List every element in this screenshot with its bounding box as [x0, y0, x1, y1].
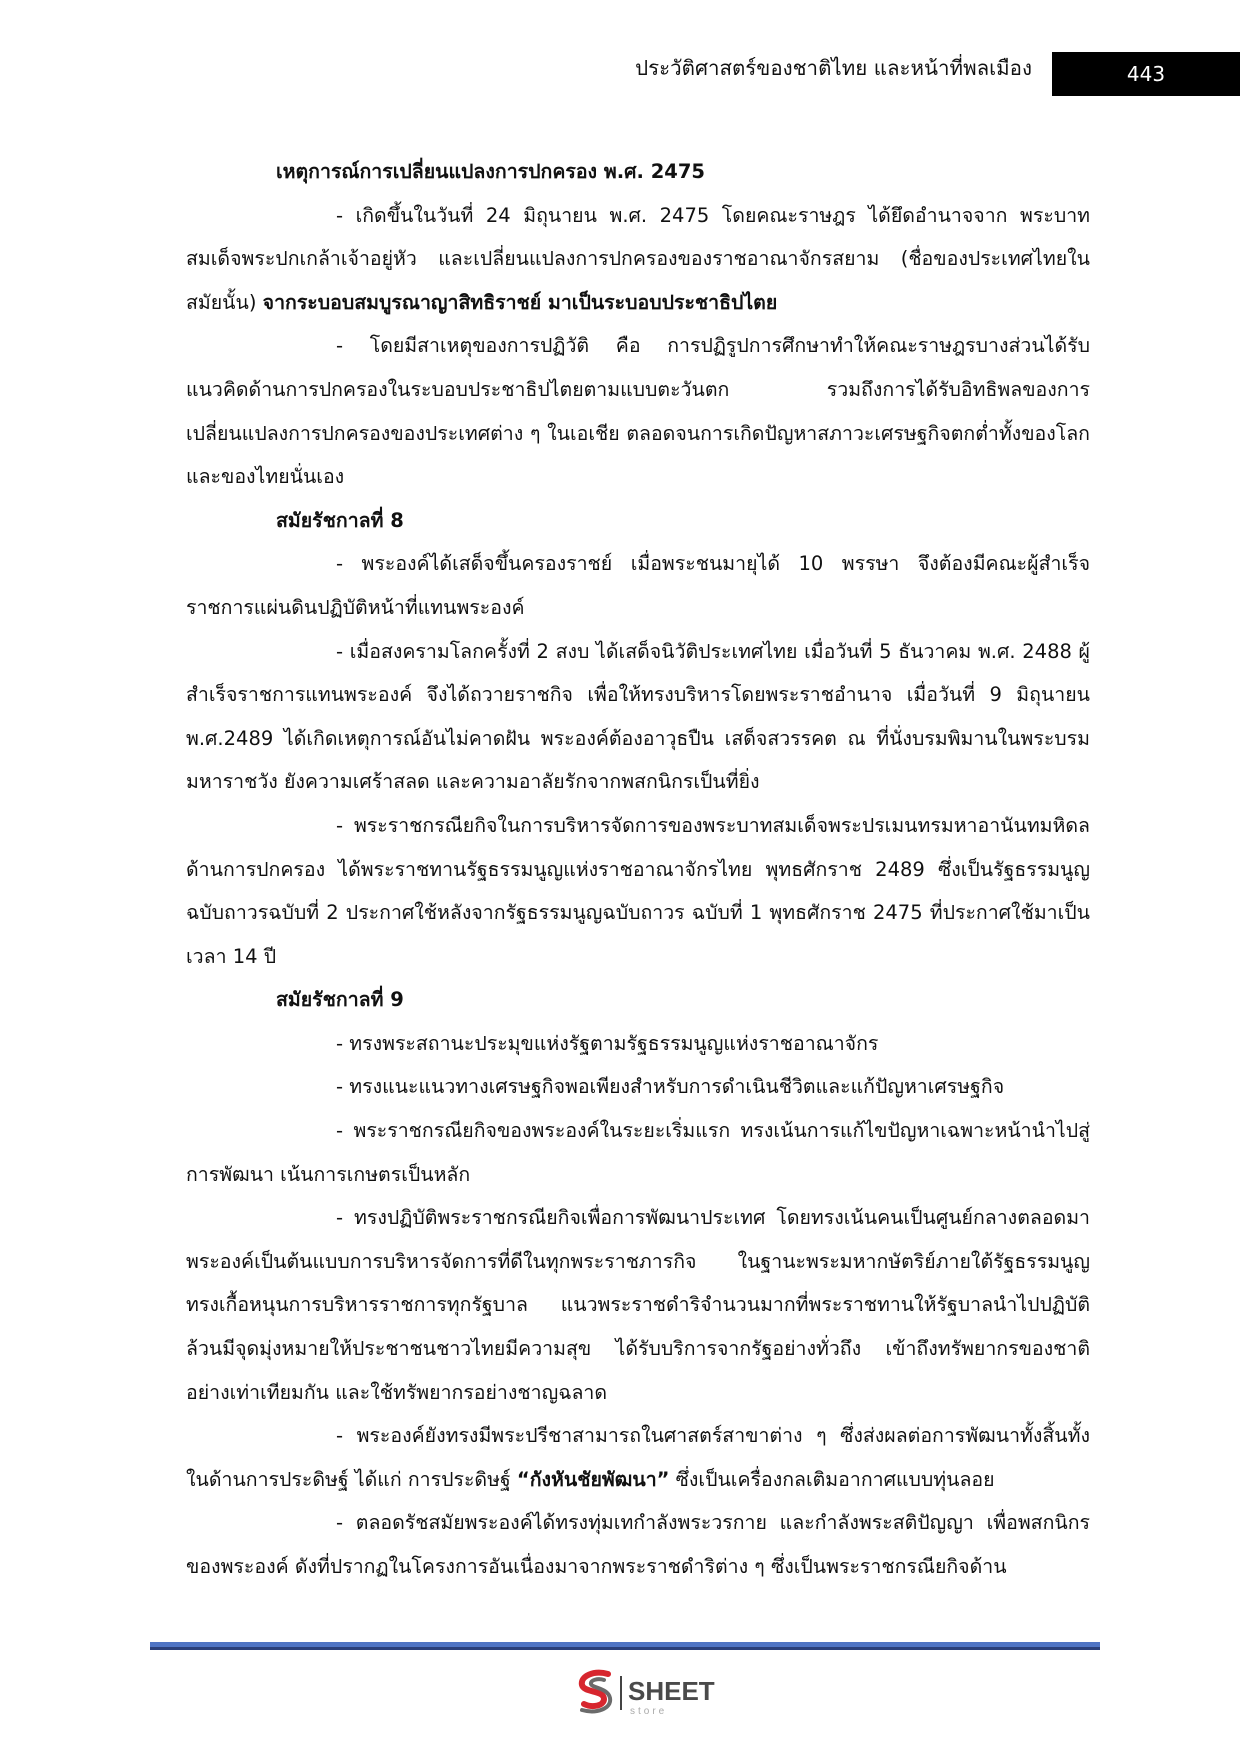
page-body: [186, 150, 1090, 1589]
page-number: 443: [1126, 62, 1166, 86]
paragraph-text: - เกิดขึ้นในวันที่ 24 มิถุนายน พ.ศ. 2475 โดยคณะราษฎร ได้ยึดอำนาจจาก พระบาทสมเด็จพระปกเกล้าเจ้าอยู่หัว และเปลี่ยนแปลงการปกครองของราชอาณาจักรสยาม (ชื่อของประเทศไทยในสมัยนั้น): [186, 203, 1090, 314]
section-heading-2475: เหตุการณ์การเปลี่ยนแปลงการปกครอง พ.ศ. 2475: [276, 160, 705, 183]
paragraph: - ทรงปฏิบัติพระราชกรณียกิจเพื่อการพัฒนาประเทศ โดยทรงเน้นคนเป็นศูนย์กลางตลอดมา พระองค์เป็นต้นแบบการบริหารจัดการที่ดีในทุกพระราชภารกิจ ในฐานะพระมหากษัตริย์ภายใต้รัฐธรรมนูญ ทรงเกื้อหนุนการบริหารราชการทุกรัฐบาล แนวพระราชดำริจำนวนมากที่พระราชทานให้รัฐบาลนำไปปฏิบัติล้วนมีจุดมุ่งหมายให้ประชาชนชาวไทยมีความสุข ได้รับบริการจากรัฐอย่างทั่วถึง เข้าถึงทรัพยากรของชาติอย่างเท่าเทียมกัน และใช้ทรัพยากรอย่างชาญฉลาด: [186, 1206, 1090, 1404]
logo-text: SHEET: [628, 1676, 715, 1706]
paragraph: - ตลอดรัชสมัยพระองค์ได้ทรงทุ่มเทกำลังพระวรกาย และกำลังพระสติปัญญา เพื่อพสกนิกรของพระองค์ ดังที่ปรากฏในโครงการอันเนื่องมาจากพระราชดำริต่าง ๆ ซึ่งเป็นพระราชกรณียกิจด้าน: [186, 1511, 1090, 1578]
paragraph: - พระราชกรณียกิจของพระองค์ในระยะเริ่มแรก ทรงเน้นการแก้ไขปัญหาเฉพาะหน้านำไปสู่การพัฒนา เน้นการเกษตรเป็นหลัก: [186, 1119, 1090, 1186]
page-number-tab: [1052, 52, 1240, 96]
section-heading-rama8: สมัยรัชกาลที่ 8: [276, 508, 404, 532]
paragraph: - พระองค์ได้เสด็จขึ้นครองราชย์ เมื่อพระชนมายุได้ 10 พรรษา จึงต้องมีคณะผู้สำเร็จราชการแผ่นดินปฏิบัติหน้าที่แทนพระองค์: [186, 552, 1090, 619]
section-heading-rama9: สมัยรัชกาลที่ 9: [276, 988, 404, 1012]
footer-rule: [150, 1642, 1100, 1650]
paragraph: - ทรงพระสถานะประมุขแห่งรัฐตามรัฐธรรมนูญแห่งราชอาณาจักร: [336, 1031, 879, 1055]
paragraph: [186, 194, 1090, 325]
logo-s-icon: [582, 1673, 610, 1712]
paragraph-bold-text: จากระบอบสมบูรณาญาสิทธิราชย์ มาเป็นระบอบประชาธิปไตย: [262, 290, 778, 314]
logo-subtext: store: [630, 1706, 668, 1717]
paragraph-text: - พระองค์ยังทรงมีพระปรีชาสามารถในศาสตร์สาขาต่าง ๆ ซึ่งส่งผลต่อการพัฒนาทั้งสิ้นทั้งในด้านการประดิษฐ์ ได้แก่ การประดิษฐ์: [186, 1424, 1090, 1491]
paragraph: - เมื่อสงครามโลกครั้งที่ 2 สงบ ได้เสด็จนิวัติประเทศไทย เมื่อวันที่ 5 ธันวาคม พ.ศ. 2488 ผู้สำเร็จราชการแทนพระองค์ จึงได้ถวายราชกิจ เพื่อให้ทรงบริหารโดยพระราชอำนาจ เมื่อวันที่ 9 มิถุนายน พ.ศ.2489 ได้เกิดเหตุการณ์อันไม่คาดฝัน พระองค์ต้องอาวุธปืน เสด็จสวรรคต ณ ที่นั่งบรมพิมานในพระบรมมหาราชวัง ยังความเศร้าสลด และความอาลัยรักจากพสกนิกรเป็นที่ยิ่ง: [186, 639, 1090, 794]
page-header-title: ประวัติศาสตร์ของชาติไทย และหน้าที่พลเมือง: [635, 56, 1032, 80]
sheet-store-logo: [574, 1668, 746, 1718]
paragraph: - ทรงแนะแนวทางเศรษฐกิจพอเพียงสำหรับการดำเนินชีวิตและแก้ปัญหาเศรษฐกิจ: [336, 1075, 1005, 1099]
paragraph-bold-text: “กังหันชัยพัฒนา”: [516, 1467, 670, 1491]
paragraph: - พระราชกรณียกิจในการบริหารจัดการของพระบาทสมเด็จพระปรเมนทรมหาอานันทมหิดล ด้านการปกครอง ได้พระราชทานรัฐธรรมนูญแห่งราชอาณาจักรไทย พุทธศักราช 2489 ซึ่งเป็นรัฐธรรมนูญฉบับถาวรฉบับที่ 2 ประกาศใช้หลังจากรัฐธรรมนูญฉบับถาวร ฉบับที่ 1 พุทธศักราช 2475 ที่ประกาศใช้มาเป็นเวลา 14 ปี: [186, 813, 1090, 968]
paragraph: - โดยมีสาเหตุของการปฏิวัติ คือ การปฏิรูปการศึกษาทำให้คณะราษฎรบางส่วนได้รับแนวคิดด้านการปกครองในระบอบประชาธิปไตยตามแบบตะวันตก รวมถึงการได้รับอิทธิพลของการเปลี่ยนแปลงการปกครองของประเทศต่าง ๆ ในเอเชีย ตลอดจนการเกิดปัญหาสภาวะเศรษฐกิจตกต่ำทั้งของโลกและของไทยนั่นเอง: [186, 334, 1090, 489]
paragraph-text: ซึ่งเป็นเครื่องกลเติมอากาศแบบทุ่นลอย: [669, 1467, 995, 1491]
paragraph: [186, 1414, 1090, 1501]
